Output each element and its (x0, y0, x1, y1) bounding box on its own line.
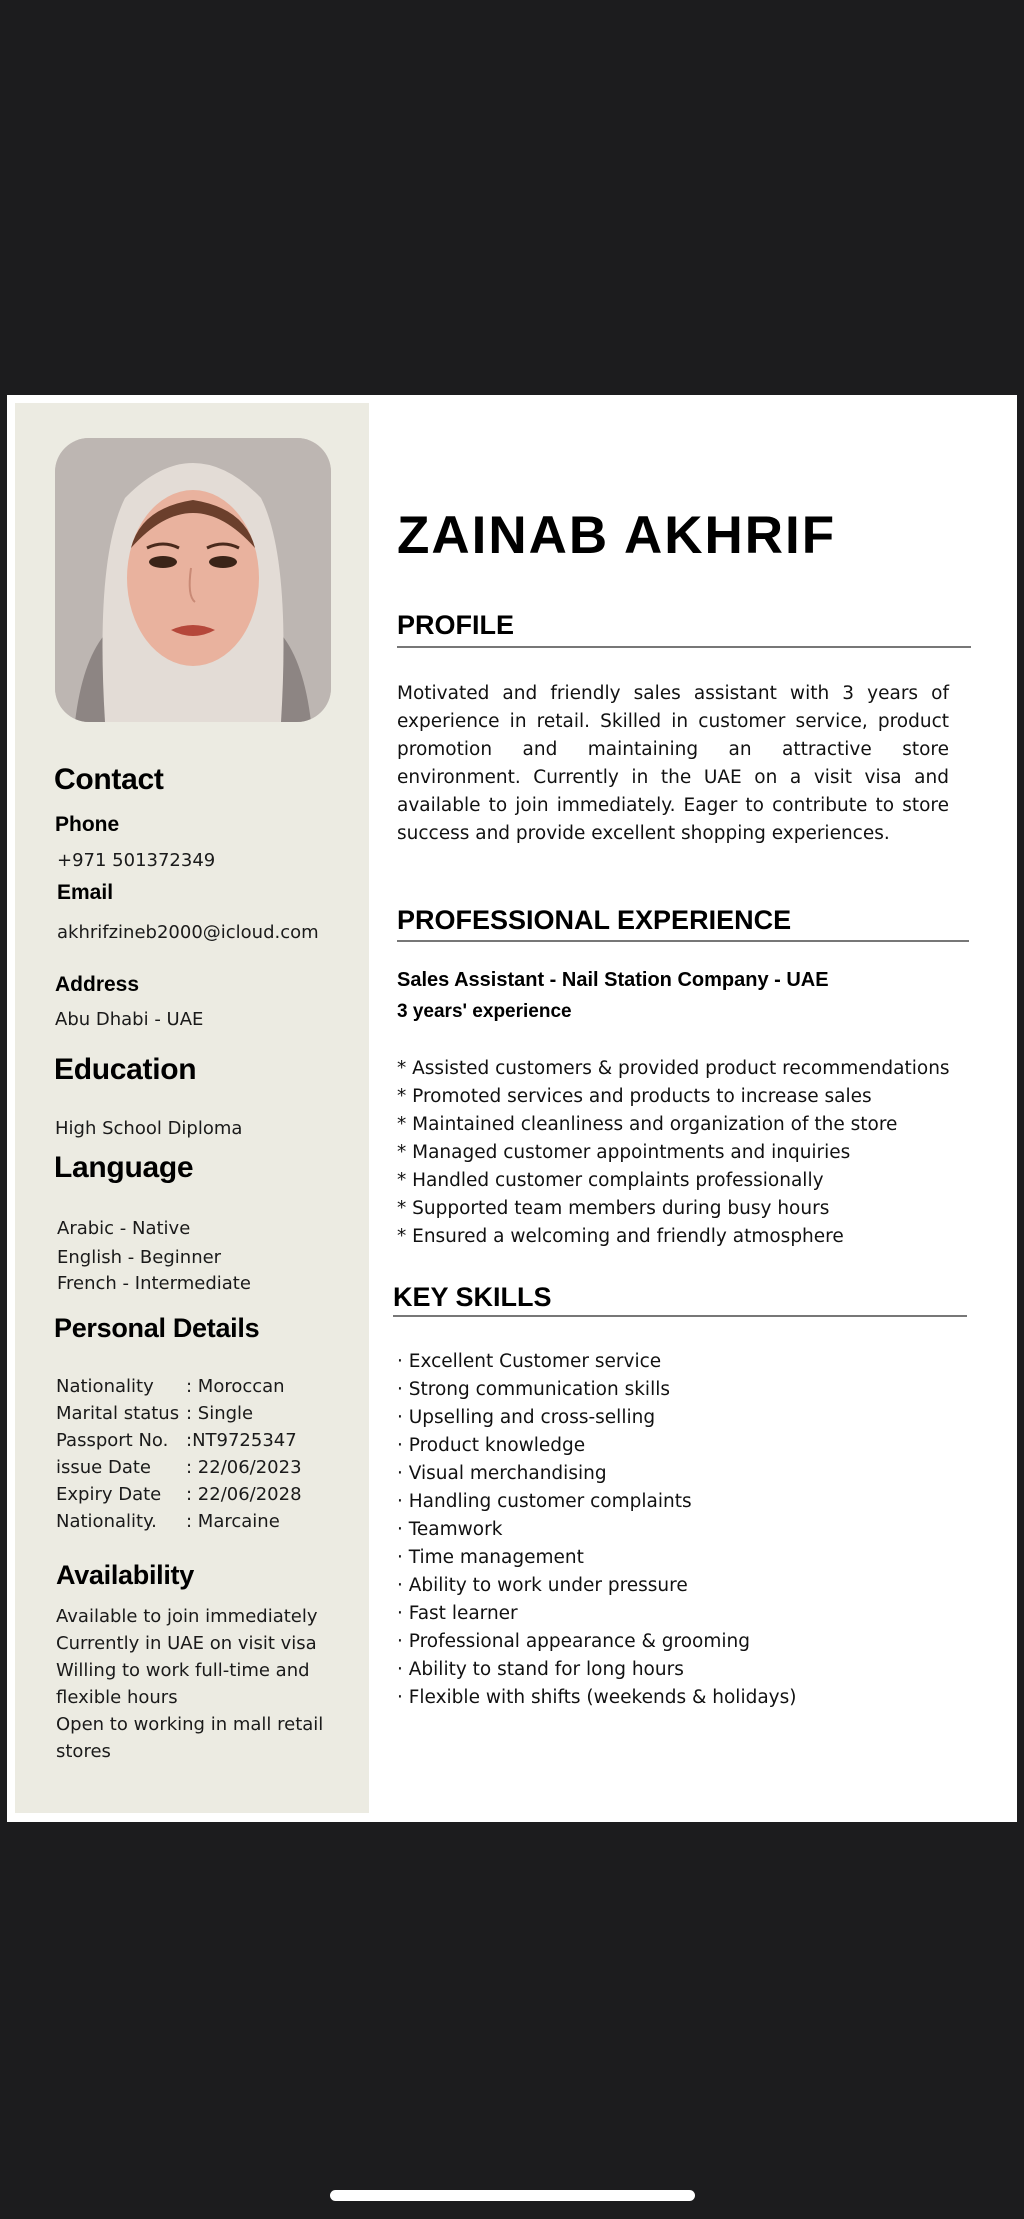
detail-label: Passport No. (56, 1430, 169, 1451)
language-item: Arabic - Native (57, 1218, 191, 1239)
skill-item: · Handling customer complaints (397, 1491, 692, 1512)
experience-divider (397, 940, 969, 942)
detail-label: issue Date (56, 1457, 151, 1478)
experience-bullet: * Maintained cleanliness and organization of the store (397, 1114, 898, 1135)
experience-bullet: * Promoted services and products to increase sales (397, 1086, 872, 1107)
language-heading: Language (54, 1151, 194, 1184)
skill-item: · Professional appearance & grooming (397, 1631, 750, 1652)
profile-heading: PROFILE (397, 610, 515, 640)
resume-sheet (7, 395, 1017, 1822)
language-item: English - Beginner (57, 1247, 222, 1268)
availability-heading: Availability (56, 1560, 194, 1590)
detail-row (56, 1430, 297, 1457)
skill-item: · Visual merchandising (397, 1463, 607, 1484)
skills-heading: KEY SKILLS (393, 1282, 552, 1312)
detail-value: : 22/06/2028 (186, 1484, 302, 1505)
home-indicator[interactable] (330, 2190, 695, 2201)
skill-item: · Upselling and cross-selling (397, 1407, 656, 1428)
email-value: akhrifzineb2000@icloud.com (57, 922, 319, 943)
availability-line: Currently in UAE on visit visa (56, 1633, 317, 1654)
email-label: Email (57, 881, 114, 904)
experience-bullet: * Handled customer complaints professionally (397, 1170, 824, 1191)
availability-line: Available to join immediately (56, 1606, 318, 1627)
detail-row (56, 1403, 253, 1430)
experience-bullet: * Managed customer appointments and inquiries (397, 1142, 851, 1163)
detail-value: : 22/06/2023 (186, 1457, 302, 1478)
skill-item: · Teamwork (397, 1519, 503, 1540)
education-heading: Education (54, 1053, 197, 1086)
skill-item: · Strong communication skills (397, 1379, 670, 1400)
education-value: High School Diploma (55, 1118, 243, 1139)
availability-list (56, 1603, 356, 1765)
profile-photo (55, 438, 331, 722)
detail-label: Expiry Date (56, 1484, 162, 1505)
profile-text: Motivated and friendly sales assistant with 3 years of experience in retail. Skilled in customer service, product promotion and maintaining an attractive store environment. Currently in the UAE on a visit visa and available to join immediately. Eager to contribute to store success and provide excellent shopping experiences. (397, 683, 949, 844)
skill-item: · Product knowledge (397, 1435, 586, 1456)
candidate-name: ZAINAB AKHRIF (397, 506, 837, 565)
address-label: Address (55, 973, 140, 996)
personal-details-heading: Personal Details (54, 1313, 260, 1343)
language-item: French - Intermediate (57, 1273, 251, 1294)
skill-item: · Ability to stand for long hours (397, 1659, 684, 1680)
contact-heading: Contact (54, 763, 164, 796)
detail-label: Nationality. (56, 1511, 157, 1532)
skill-item: · Fast learner (397, 1603, 518, 1624)
detail-row (56, 1511, 280, 1538)
experience-bullets (397, 1055, 950, 1251)
skill-item: · Ability to work under pressure (397, 1575, 688, 1596)
detail-value: :NT9725347 (186, 1430, 297, 1451)
availability-line: Willing to work full-time and flexible hours (56, 1660, 310, 1708)
skills-divider (393, 1315, 967, 1317)
experience-bullet: * Assisted customers & provided product recommendations (397, 1058, 950, 1079)
experience-heading: PROFESSIONAL EXPERIENCE (397, 905, 792, 935)
address-value: Abu Dhabi - UAE (55, 1009, 204, 1030)
skill-item: · Excellent Customer service (397, 1351, 662, 1372)
detail-label: Nationality (56, 1376, 154, 1397)
job-title: Sales Assistant - Nail Station Company - UAE (397, 969, 829, 991)
detail-value: : Marcaine (186, 1511, 280, 1532)
detail-value: : Single (186, 1403, 254, 1424)
sidebar (15, 403, 369, 1813)
phone-label: Phone (55, 813, 120, 836)
detail-row (56, 1376, 285, 1403)
availability-line: Open to working in mall retail stores (56, 1714, 324, 1762)
skill-item: · Flexible with shifts (weekends & holidays) (397, 1687, 797, 1708)
detail-value: : Moroccan (186, 1376, 285, 1397)
detail-label: Marital status (56, 1403, 180, 1424)
detail-row (56, 1457, 302, 1484)
experience-bullet: * Ensured a welcoming and friendly atmosphere (397, 1226, 844, 1247)
skill-item: · Time management (397, 1547, 584, 1568)
job-duration: 3 years' experience (397, 1001, 572, 1022)
experience-bullet: * Supported team members during busy hours (397, 1198, 830, 1219)
skills-list (397, 1348, 796, 1712)
phone-value: +971 501372349 (57, 850, 216, 871)
profile-divider (397, 646, 971, 648)
detail-row (56, 1484, 302, 1511)
